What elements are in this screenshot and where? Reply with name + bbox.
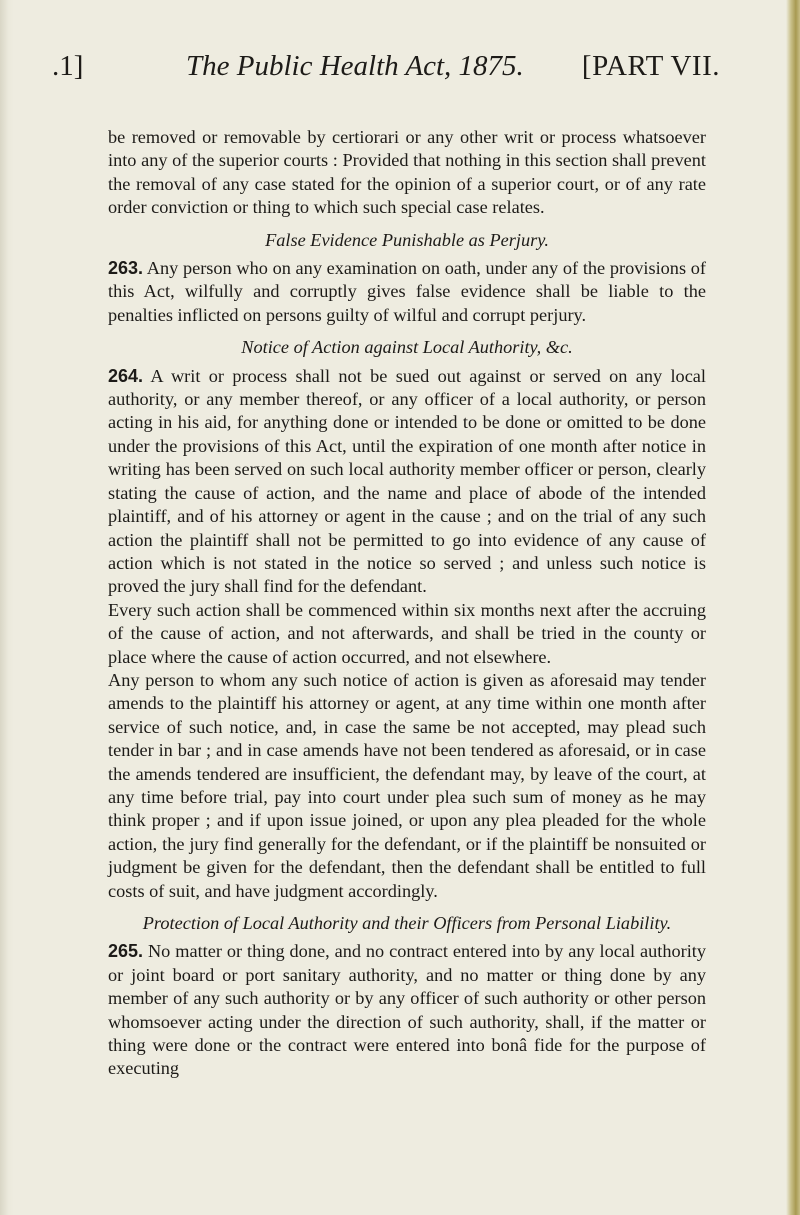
running-header <box>52 50 720 100</box>
page-folio: .1] <box>52 50 84 82</box>
section-heading-264: Notice of Action against Local Authority, &c. <box>241 337 573 358</box>
section-264-paragraph-2: Every such action shall be commenced within six months next after the accruing of the cause of action, and not afterwards, and shall be tried in the county or place where the cause of action occurred, and not elsewhere. <box>108 599 706 667</box>
section-263-paragraph: 263. Any person who on any examination on oath, under any of the provisions of this Act, wilfully and corruptly gives false evidence shall be liable to the penalties inflicted on persons guilty of wilful and corrupt perjury. <box>108 258 706 325</box>
section-number: 264. <box>108 365 144 386</box>
page-left-edge <box>0 0 14 1215</box>
section-264-paragraph-3: Any person to whom any such notice of action is given as aforesaid may tender amends to the plaintiff his attorney or agent, at any time within one month after service of such notice, and, in case the same be not accepted, may plead such tender in bar ; and in case amends have not been tendered as aforesaid, or in case the amends tendered are insufficient, the defendant may, by leave of the court, at any time before trial, pay into court under plea such sum of money as he may think proper ; and if upon issue joined, or upon any plea pleaded for the whole action, the jury find generally for the defendant, or if the plaintiff be nonsuited or judgment be given for the defendant, then the defendant shall be entitled to full costs of suit, and have judgment accordingly. <box>108 669 706 901</box>
book-title: The Public Health Act, 1875. <box>186 50 524 82</box>
section-number: 263. <box>108 258 144 279</box>
page-right-edge <box>786 0 800 1215</box>
section-number: 265. <box>108 941 144 962</box>
page-body <box>108 126 706 1081</box>
part-label: [PART VII. <box>581 50 720 82</box>
section-heading-263: False Evidence Punishable as Perjury. <box>265 229 549 250</box>
section-264-paragraph-1: 264. A writ or process shall not be sued out against or served on any local authority, or any member thereof, or any officer of a local authority, or person acting in his aid, for anything done or intended to be done or omitted to be done under the provisions of this Act, until the expiration of one month after notice in writing has been served on such local authority member officer or person, clearly stating the cause of action, and the name and place of abode of the intended plaintiff, and of his attorney or agent in the cause ; and on the trial of any such action the plaintiff shall not be permitted to go into evidence of any cause of action which is not stated in the notice so served ; and unless such notice is proved the jury shall find for the defendant. <box>108 365 707 597</box>
section-heading-265: Protection of Local Authority and their Officers from Personal Liability. <box>142 913 672 933</box>
continuation-paragraph: be removed or removable by certiorari or any other writ or process whatsoever into any of the superior courts : Provided that nothing in this section shall prevent the removal of any case stated for the opinion of a superior court, or of any rate order conviction or thing to which such special case relates. <box>108 127 706 218</box>
section-265-paragraph: 265. No matter or thing done, and no contract entered into by any local authority or joint board or port sanitary authority, and no matter or thing done by any member of any such authority or by any officer of such authority or other person whomsoever acting under the direction of such authority, shall, if the matter or thing were done or the contract were entered into bonâ fide for the purpose of executing <box>108 941 706 1079</box>
